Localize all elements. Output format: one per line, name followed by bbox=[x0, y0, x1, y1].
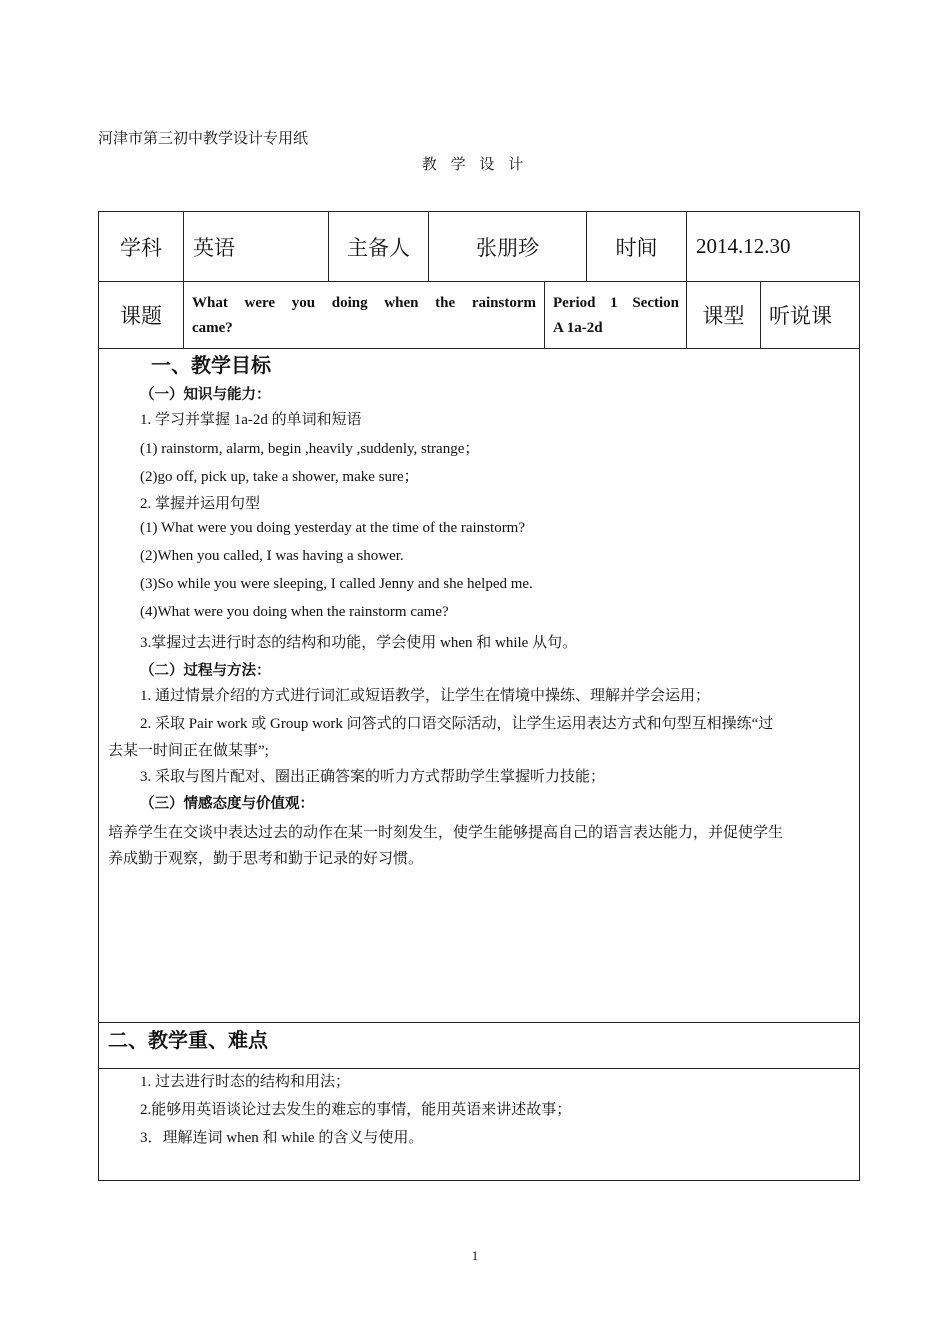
type-label: 课型 bbox=[702, 304, 745, 328]
knowledge-item: 1. 学习并掌握 1a-2d 的单词和短语 bbox=[140, 412, 362, 428]
period-line2: A 1a-2d bbox=[553, 320, 603, 336]
keypoints-title-bottom-border bbox=[98, 1068, 860, 1069]
keypoints-title: 二、教学重、难点 bbox=[108, 1030, 268, 1052]
keypoint-item: 2.能够用英语谈论过去发生的难忘的事情，能用英语来讲述故事； bbox=[140, 1102, 572, 1118]
objectives-bottom-border bbox=[98, 1022, 860, 1023]
document-title: 教 学 设 计 bbox=[421, 157, 529, 173]
table-bottom-border bbox=[98, 1180, 860, 1181]
process-item: 1. 通过情景介绍的方式进行词汇或短语教学，让学生在情境中操练、理解并学会运用； bbox=[140, 688, 711, 704]
knowledge-item: (1) What were you doing yesterday at the time of the rainstorm? bbox=[140, 520, 526, 536]
knowledge-title: （一）知识与能力： bbox=[140, 387, 271, 403]
time-value: 2014.12.30 bbox=[696, 234, 791, 258]
attitude-text: 培养学生在交谈中表达过去的动作在某一时刻发生，使学生能够提高自己的语言表达能力，并促使学生 bbox=[108, 825, 784, 841]
knowledge-item: (2)go off, pick up, take a shower, make sure； bbox=[140, 469, 419, 485]
type-value: 听说课 bbox=[769, 304, 832, 328]
attitude-text: 养成勤于观察，勤于思考和勤于记录的好习惯。 bbox=[108, 851, 424, 867]
topic-label: 课题 bbox=[120, 304, 162, 328]
keypoint-item: 3．理解连词 when 和 while 的含义与使用。 bbox=[140, 1130, 424, 1146]
table-left-border bbox=[98, 211, 99, 1181]
topic-value-line1: What were you doing when the rainstorm bbox=[192, 295, 536, 311]
subject-label: 学科 bbox=[120, 235, 162, 260]
time-label: 时间 bbox=[615, 235, 658, 260]
process-item: 2. 采取 Pair work 或 Group work 问答式的口语交际活动，让学生运用表达方式和句型互相操练“过 bbox=[140, 716, 774, 732]
school-name: 河津市第三初中教学设计专用纸 bbox=[98, 131, 309, 147]
knowledge-item: (1) rainstorm, alarm, begin ,heavily ,suddenly, strange； bbox=[140, 441, 480, 457]
knowledge-item: 3.掌握过去进行时态的结构和功能，学会使用 when 和 while 从句。 bbox=[140, 635, 578, 651]
keypoint-item: 1. 过去进行时态的结构和用法； bbox=[140, 1074, 351, 1090]
topic-value-line2: came? bbox=[192, 320, 233, 336]
process-item-continued: 去某一时间正在做某事”; bbox=[108, 743, 269, 759]
attitude-title: （三）情感态度与价值观： bbox=[140, 796, 314, 812]
process-item: 3. 采取与图片配对、圈出正确答案的听力方式帮助学生掌握听力技能； bbox=[140, 769, 606, 785]
period-value bbox=[553, 291, 679, 341]
topic-value bbox=[192, 291, 536, 341]
knowledge-item: (3)So while you were sleeping, I called Jenny and she helped me. bbox=[140, 576, 533, 592]
col-divider bbox=[760, 281, 761, 349]
subject-value: 英语 bbox=[193, 235, 235, 260]
period-line1: Period 1 Section bbox=[553, 295, 679, 311]
page-number: 1 bbox=[471, 1248, 479, 1263]
knowledge-item: (4)What were you doing when the rainstorm came? bbox=[140, 604, 449, 620]
col-divider bbox=[183, 211, 184, 349]
knowledge-item: 2. 掌握并运用句型 bbox=[140, 496, 261, 512]
objectives-title: 一、教学目标 bbox=[151, 355, 271, 377]
knowledge-item: (2)When you called, I was having a shower. bbox=[140, 548, 404, 564]
col-divider bbox=[544, 281, 545, 349]
preparer-value: 张朋珍 bbox=[476, 235, 539, 260]
table-right-border bbox=[859, 211, 860, 1181]
process-title: （二）过程与方法： bbox=[140, 663, 271, 679]
preparer-label: 主备人 bbox=[347, 235, 410, 260]
